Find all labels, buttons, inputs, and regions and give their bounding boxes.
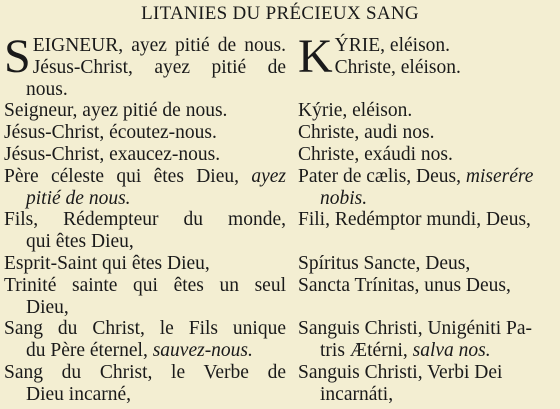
page-title: LITANIES DU PRÉCIEUX SANG [141,3,419,24]
latin-verse [298,253,558,275]
french-verse [4,100,286,122]
latin-verse [298,166,558,210]
french-verse [4,253,286,275]
verse-text: Sanguis Christi, Unigéniti Pa- [298,318,532,340]
verse-text: Fili, Redémptor mundi, Deus, [298,209,531,231]
verse-response: pitié de nous. [26,187,131,209]
verse-text: Sang du Christ, le Fils unique [4,318,286,340]
verse-text: Sanguis Christi, Verbi Dei [298,361,503,383]
french-verse [4,275,286,319]
verse-text: Esprit-Saint qui êtes Dieu, [4,252,210,274]
verse-text: , ayez pitié de nous. [118,35,286,56]
verse-text: qui êtes Dieu, [26,231,134,253]
verse-text: Père céleste qui êtes Dieu, [4,165,252,187]
verse-response: sauvez-nous. [152,340,253,362]
verse-text: tris Ætérni, [320,340,413,362]
verse-text: Spíritus Sancte, Deus, [298,252,471,274]
verse-text: Fils, Rédempteur du monde, [4,209,286,231]
verse-text: , eléison. [380,35,451,56]
french-verse [4,122,286,144]
verse-text: Christe, exáudi nos. [298,143,453,165]
french-verse [4,166,286,210]
latin-verse [298,318,558,362]
latin-verse [298,209,558,253]
french-verse [4,362,286,406]
drop-cap: K [298,30,333,83]
verse-response: salva nos. [412,340,491,362]
verse-text: nous. [26,78,68,100]
verse-text: Sancta Trínitas, unus Deus, [298,274,511,296]
latin-verse [298,122,558,144]
drop-cap: S [4,30,31,83]
french-verse [4,318,286,362]
verse-text: Christe, eléison. [334,56,461,78]
verse-text: Kýrie, eléison. [298,100,413,122]
verse-text: incarnáti, [320,383,394,405]
verse-response: ayez [251,165,286,187]
verse-text: Trinité sainte qui êtes un seul [4,274,286,296]
verse-text: Jésus-Christ, écoutez-nous. [4,122,217,144]
verse-response: miserére [465,165,534,187]
verse-text: ÝRIE [334,35,381,56]
latin-verse [298,100,558,122]
verse-text: EIGNEUR [32,35,119,56]
french-verse [4,144,286,166]
verse-text: Dieu incarné, [26,383,132,405]
verse-text: Dieu, [26,296,69,318]
verse-text: Christe, audi nos. [298,122,435,144]
verse-text: Pater de cælis, Deus, [298,165,466,187]
latin-verse [298,362,558,406]
verse-text: Seigneur, ayez pitié de nous. [4,100,228,122]
latin-verse [298,275,558,319]
verse-text: Sang du Christ, le Verbe de [4,361,286,383]
french-column [4,30,286,406]
verse-text: Jésus-Christ, exaucez-nous. [4,143,221,165]
latin-verse-1 [298,30,558,100]
french-verse [4,209,286,253]
verse-response: nobis. [320,187,368,209]
verse-text: Jésus-Christ, ayez pitié de [32,56,286,78]
latin-verse [298,144,558,166]
verse-text: du Père éternel, [26,340,153,362]
french-verse-1 [4,30,286,100]
latin-column [298,30,558,406]
